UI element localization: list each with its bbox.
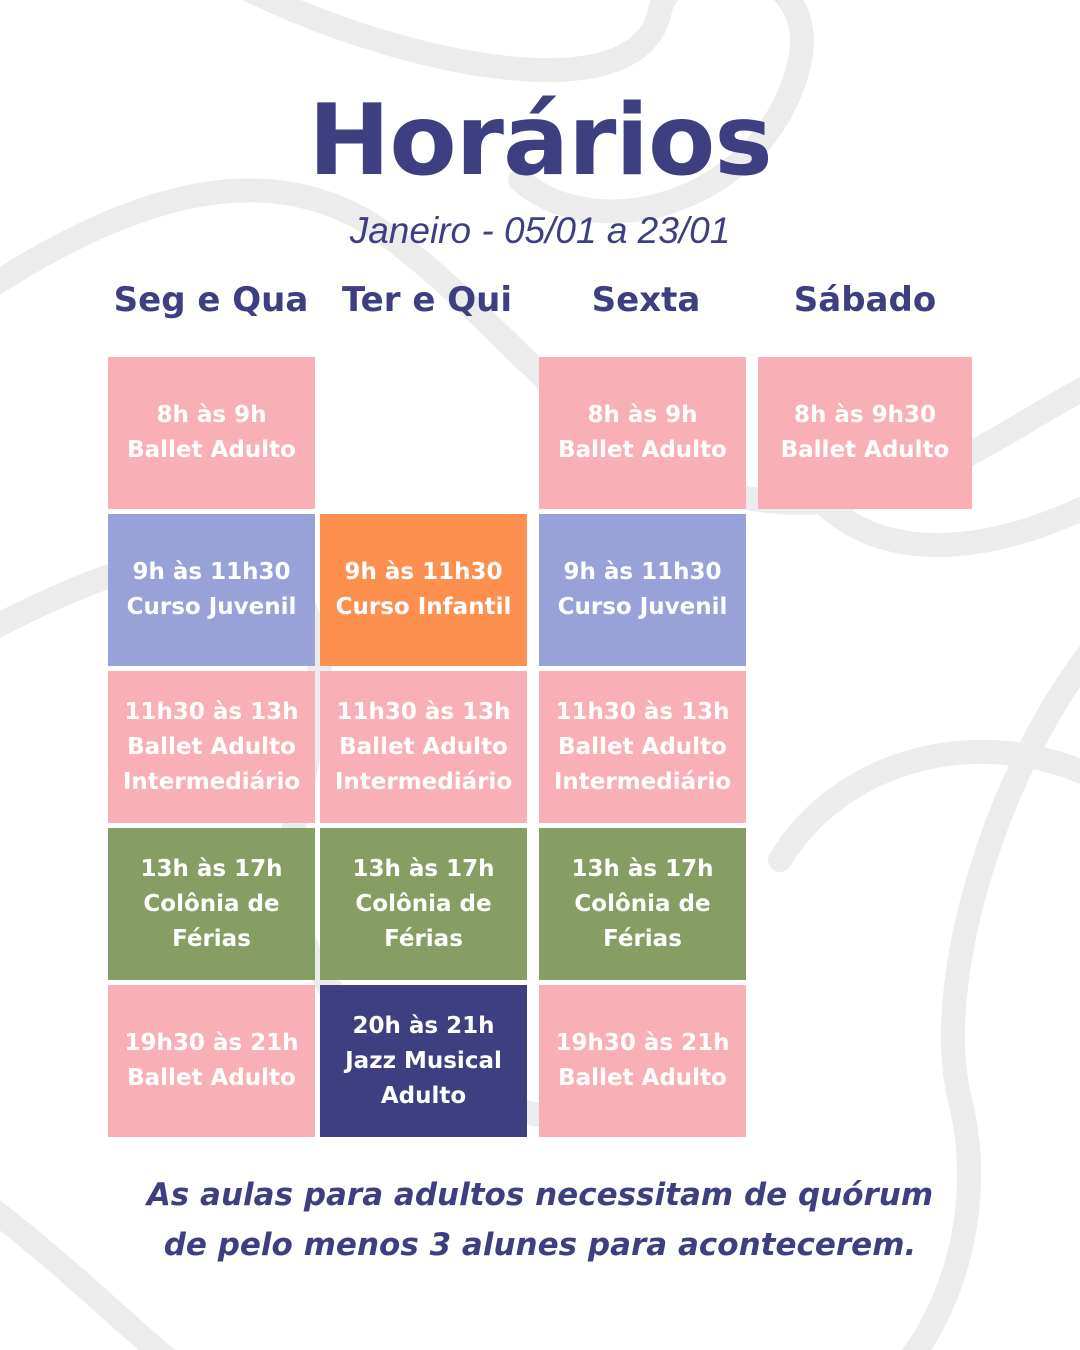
schedule-cell-mon-wed-ballet-adulto-morning: 8h às 9h Ballet Adulto [108, 357, 315, 509]
schedule-cell-tue-thu-jazz-musical: 20h às 21h Jazz Musical Adulto [320, 985, 527, 1137]
schedule-cell-fri-ballet-adulto-morning: 8h às 9h Ballet Adulto [539, 357, 746, 509]
day-header-tue-thu: Ter e Qui [342, 280, 512, 320]
day-header-mon-wed: Seg e Qua [113, 280, 309, 320]
schedule-cell-mon-wed-colonia-ferias: 13h às 17h Colônia de Férias [108, 828, 315, 980]
schedule-cell-sat-ballet-adulto: 8h às 9h30 Ballet Adulto [758, 357, 972, 509]
day-header-sat: Sábado [793, 280, 937, 320]
schedule-cell-tue-thu-curso-infantil: 9h às 11h30 Curso Infantil [320, 514, 527, 666]
schedule-cell-mon-wed-ballet-adulto-evening: 19h30 às 21h Ballet Adulto [108, 985, 315, 1137]
page-title: Horários [308, 84, 772, 198]
quorum-note-line-2: de pelo menos 3 alunes para acontecerem. [163, 1227, 917, 1263]
schedule-cell-fri-ballet-intermediario: 11h30 às 13h Ballet Adulto Intermediário [539, 671, 746, 823]
quorum-note [0, 1170, 1080, 1270]
quorum-note-line-1: As aulas para adultos necessitam de quórum [146, 1177, 934, 1213]
schedule-cell-fri-curso-juvenil: 9h às 11h30 Curso Juvenil [539, 514, 746, 666]
schedule-cell-mon-wed-ballet-intermediario: 11h30 às 13h Ballet Adulto Intermediário [108, 671, 315, 823]
date-range-subtitle: Janeiro - 05/01 a 23/01 [349, 210, 731, 251]
schedule-cell-tue-thu-colonia-ferias: 13h às 17h Colônia de Férias [320, 828, 527, 980]
day-header-fri: Sexta [591, 280, 701, 320]
schedule-cell-fri-colonia-ferias: 13h às 17h Colônia de Férias [539, 828, 746, 980]
schedule-cell-mon-wed-curso-juvenil: 9h às 11h30 Curso Juvenil [108, 514, 315, 666]
schedule-cell-fri-ballet-adulto-evening: 19h30 às 21h Ballet Adulto [539, 985, 746, 1137]
schedule-cell-tue-thu-ballet-intermediario: 11h30 às 13h Ballet Adulto Intermediário [320, 671, 527, 823]
